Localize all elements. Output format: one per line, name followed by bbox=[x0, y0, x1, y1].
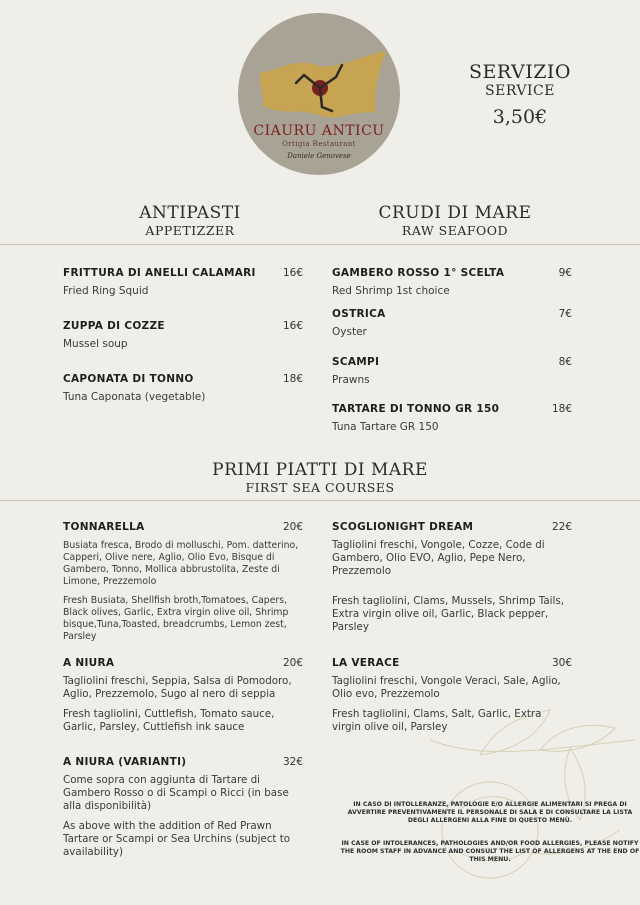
allergy-notice-it: IN CASO DI INTOLLERANZE, PATOLOGIE E/O ALLERGIE ALIMENTARI SI PREGA DI AVVERTIRE PREVENTIVAMENTE IL PERSONALE DI SALA E DI CONSULTARE LA LISTA DEGLI ALLERGENI ALLA FINE DI QUESTO MENÙ. bbox=[347, 801, 633, 825]
item-name: SCAMPI bbox=[332, 356, 380, 368]
item-description-it: Tagliolini freschi, Vongole Veraci, Sale, Aglio, Olio evo, Prezzemolo bbox=[332, 675, 561, 700]
item-price: 16€ bbox=[282, 320, 303, 332]
item-description-en: Fresh Busiata, Shellfish broth,Tomatoes, Capers, Black olives, Garlic, Extra virgin olive oil, Shrimp bisque,Tuna,Toasted, breadcrumbs, Lemon zest, Parsley bbox=[63, 595, 289, 642]
item-name: ZUPPA DI COZZE bbox=[63, 320, 165, 332]
item-name: A NIURA (VARIANTI) bbox=[63, 756, 187, 768]
item-description-en: Fresh tagliolini, Clams, Salt, Garlic, Extra virgin olive oil, Parsley bbox=[332, 708, 542, 733]
item-description: Prawns bbox=[332, 374, 370, 386]
item-name: CAPONATA DI TONNO bbox=[63, 373, 194, 385]
item-price: 22€ bbox=[551, 521, 572, 533]
crudi-title: CRUDI DI MARE bbox=[378, 203, 532, 223]
item-description: Red Shrimp 1st choice bbox=[332, 285, 450, 297]
sicily-emblem-icon bbox=[238, 13, 400, 175]
item-name: GAMBERO ROSSO 1° SCELTA bbox=[332, 267, 505, 279]
item-name: TARTARE DI TONNO GR 150 bbox=[332, 403, 500, 415]
item-description-en: Fresh tagliolini, Cuttlefish, Tomato sauce, Garlic, Parsley, Cuttlefish ink sauce bbox=[63, 708, 275, 733]
item-price: 20€ bbox=[282, 521, 303, 533]
item-description-en: Fresh tagliolini, Clams, Mussels, Shrimp Tails, Extra virgin olive oil, Garlic, Black pepper, Parsley bbox=[332, 595, 565, 633]
item-description-en: As above with the addition of Red Prawn Tartare or Scampi or Sea Urchins (subject to availability) bbox=[63, 820, 291, 858]
list-item bbox=[63, 320, 303, 351]
crudi-heading bbox=[330, 203, 580, 239]
item-description-it: Tagliolini freschi, Seppia, Salsa di Pomodoro, Aglio, Prezzemolo, Sugo al nero di seppia bbox=[63, 675, 292, 700]
section-divider bbox=[0, 244, 640, 245]
service-title: SERVIZIO bbox=[468, 61, 572, 83]
logo-name: CIAURU ANTICU bbox=[253, 123, 385, 139]
item-price: 16€ bbox=[282, 267, 303, 279]
service-subtitle: SERVICE bbox=[485, 83, 555, 99]
list-item bbox=[63, 521, 303, 643]
section-divider bbox=[0, 500, 640, 501]
list-item bbox=[332, 521, 572, 634]
item-name: A NIURA bbox=[63, 657, 115, 669]
item-name: FRITTURA DI ANELLI CALAMARI bbox=[63, 267, 256, 279]
item-description: Oyster bbox=[332, 326, 367, 338]
crudi-subtitle: RAW SEAFOOD bbox=[401, 223, 509, 238]
antipasti-title: ANTIPASTI bbox=[139, 203, 241, 223]
item-name: SCOGLIONIGHT DREAM bbox=[332, 521, 474, 533]
list-item bbox=[332, 356, 572, 387]
item-description: Tuna Tartare GR 150 bbox=[332, 421, 439, 433]
list-item bbox=[63, 267, 303, 298]
primi-subtitle: FIRST SEA COURSES bbox=[245, 480, 395, 495]
list-item bbox=[332, 403, 572, 434]
item-name: OSTRICA bbox=[332, 308, 386, 320]
item-description-it: Busiata fresca, Brodo di molluschi, Pom. datterino, Capperi, Olive nere, Aglio, Olio Evo, Bisque di Gambero, Tonno, Mollica abbrustolita, Zeste di Limone, Prezzemolo bbox=[63, 540, 299, 587]
service-price: 3,50€ bbox=[492, 106, 548, 128]
item-description: Tuna Caponata (vegetable) bbox=[63, 391, 206, 403]
restaurant-logo bbox=[238, 13, 400, 175]
item-description: Mussel soup bbox=[63, 338, 128, 350]
item-name: TONNARELLA bbox=[63, 521, 145, 533]
allergy-notice-en: IN CASE OF INTOLERANCES, PATHOLOGIES AND/OR FOOD ALLERGIES, PLEASE NOTIFY THE ROOM STAFF IN ADVANCE AND CONSULT THE LIST OF ALLERGENS AT THE END OF THIS MENU. bbox=[340, 840, 640, 864]
item-description-it: Tagliolini freschi, Vongole, Cozze, Code di Gambero, Olio EVO, Aglio, Pepe Nero, Prezzemolo bbox=[332, 539, 545, 577]
item-price: 18€ bbox=[551, 403, 572, 415]
item-price: 8€ bbox=[558, 356, 572, 368]
logo-signature: Daniele Genovese bbox=[287, 152, 351, 160]
item-description: Fried Ring Squid bbox=[63, 285, 149, 297]
item-price: 7€ bbox=[558, 308, 572, 320]
item-name: LA VERACE bbox=[332, 657, 400, 669]
list-item bbox=[63, 373, 303, 404]
primi-title: PRIMI PIATTI DI MARE bbox=[212, 460, 428, 480]
list-item bbox=[63, 657, 303, 734]
item-price: 20€ bbox=[282, 657, 303, 669]
item-price: 30€ bbox=[551, 657, 572, 669]
item-price: 9€ bbox=[558, 267, 572, 279]
item-price: 18€ bbox=[282, 373, 303, 385]
list-item bbox=[332, 308, 572, 339]
list-item bbox=[332, 267, 572, 298]
list-item bbox=[63, 756, 303, 859]
primi-heading bbox=[170, 460, 470, 496]
logo-subtitle: Ortigia Restaurant bbox=[282, 140, 356, 148]
item-price: 32€ bbox=[282, 756, 303, 768]
list-item bbox=[332, 657, 572, 734]
antipasti-subtitle: APPETIZZER bbox=[145, 223, 235, 238]
antipasti-heading bbox=[90, 203, 290, 239]
item-description-it: Come sopra con aggiunta di Tartare di Gambero Rosso o di Scampi o Ricci (in base alla disponibilità) bbox=[63, 774, 289, 812]
